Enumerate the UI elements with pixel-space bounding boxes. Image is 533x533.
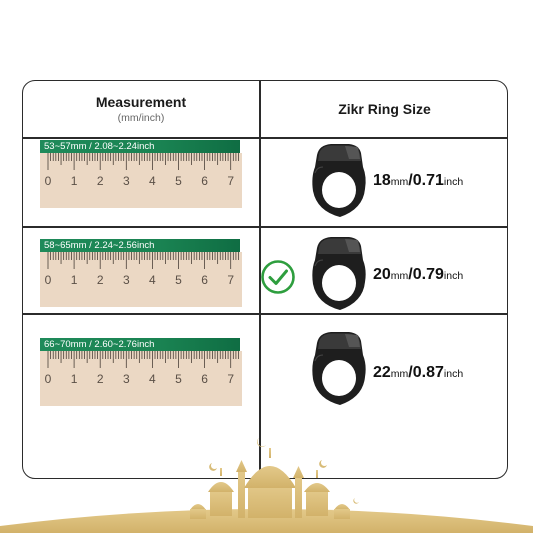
ruler-tick-label: 3 [122,372,130,386]
ruler-tick-label: 1 [70,174,78,188]
size-chart-table [22,80,508,479]
zikr-ring-icon [309,143,367,219]
zikr-ring-icon [309,236,367,312]
measurement-unit: (mm/inch) [117,112,165,124]
ruler-tick-label: 6 [201,273,208,287]
ruler-tick-label: 3 [122,273,130,287]
ring-size-value: 22mm/0.87inch [373,364,464,381]
ruler-icon [40,252,242,307]
ruler-tick-label: 2 [96,372,104,386]
measurement-title: Measurement [95,94,187,110]
ruler-tick-label: 4 [149,372,156,386]
ruler-tick-label: 1 [70,273,78,287]
ruler-tick-label: 5 [175,174,182,188]
measurement-header [23,81,259,137]
ruler-tick-label: 5 [175,372,182,386]
ruler-tick-label: 1 [70,372,78,386]
ring-size-value: 20mm/0.79inch [373,266,464,283]
ruler-tick-label: 7 [227,372,235,386]
ruler-tick-label: 7 [227,273,235,287]
check-circle-icon [260,259,296,295]
ruler-tick-label: 3 [122,174,130,188]
mosque-skyline-icon [0,430,533,533]
ruler-tick-label: 0 [44,273,52,287]
measurement-range-label: 58~65mm / 2.24~2.56inch [40,239,240,252]
size-row-recommended [23,226,508,313]
ruler-tick-label: 7 [227,174,235,188]
ruler-tick-label: 4 [149,174,156,188]
ruler-tick-label: 0 [44,174,52,188]
ruler-icon [40,351,242,406]
ruler-tick-label: 6 [201,174,208,188]
ruler-tick-label: 0 [44,372,52,386]
ruler-tick-label: 4 [149,273,156,287]
measurement-range-label: 53~57mm / 2.08~2.24inch [40,140,240,153]
zikr-ring-icon [309,329,367,409]
measurement-range-label: 66~70mm / 2.60~2.76inch [40,338,240,351]
ring-size-header [260,81,508,137]
ruler-tick-label: 5 [175,273,182,287]
ruler-icon [40,153,242,208]
ruler-tick-label: 6 [201,372,208,386]
ring-size-title: Zikr Ring Size [338,101,431,117]
ring-size-value: 18mm/0.71inch [373,172,464,189]
size-row [23,137,508,226]
ruler-tick-label: 2 [96,174,104,188]
ruler-tick-label: 2 [96,273,104,287]
